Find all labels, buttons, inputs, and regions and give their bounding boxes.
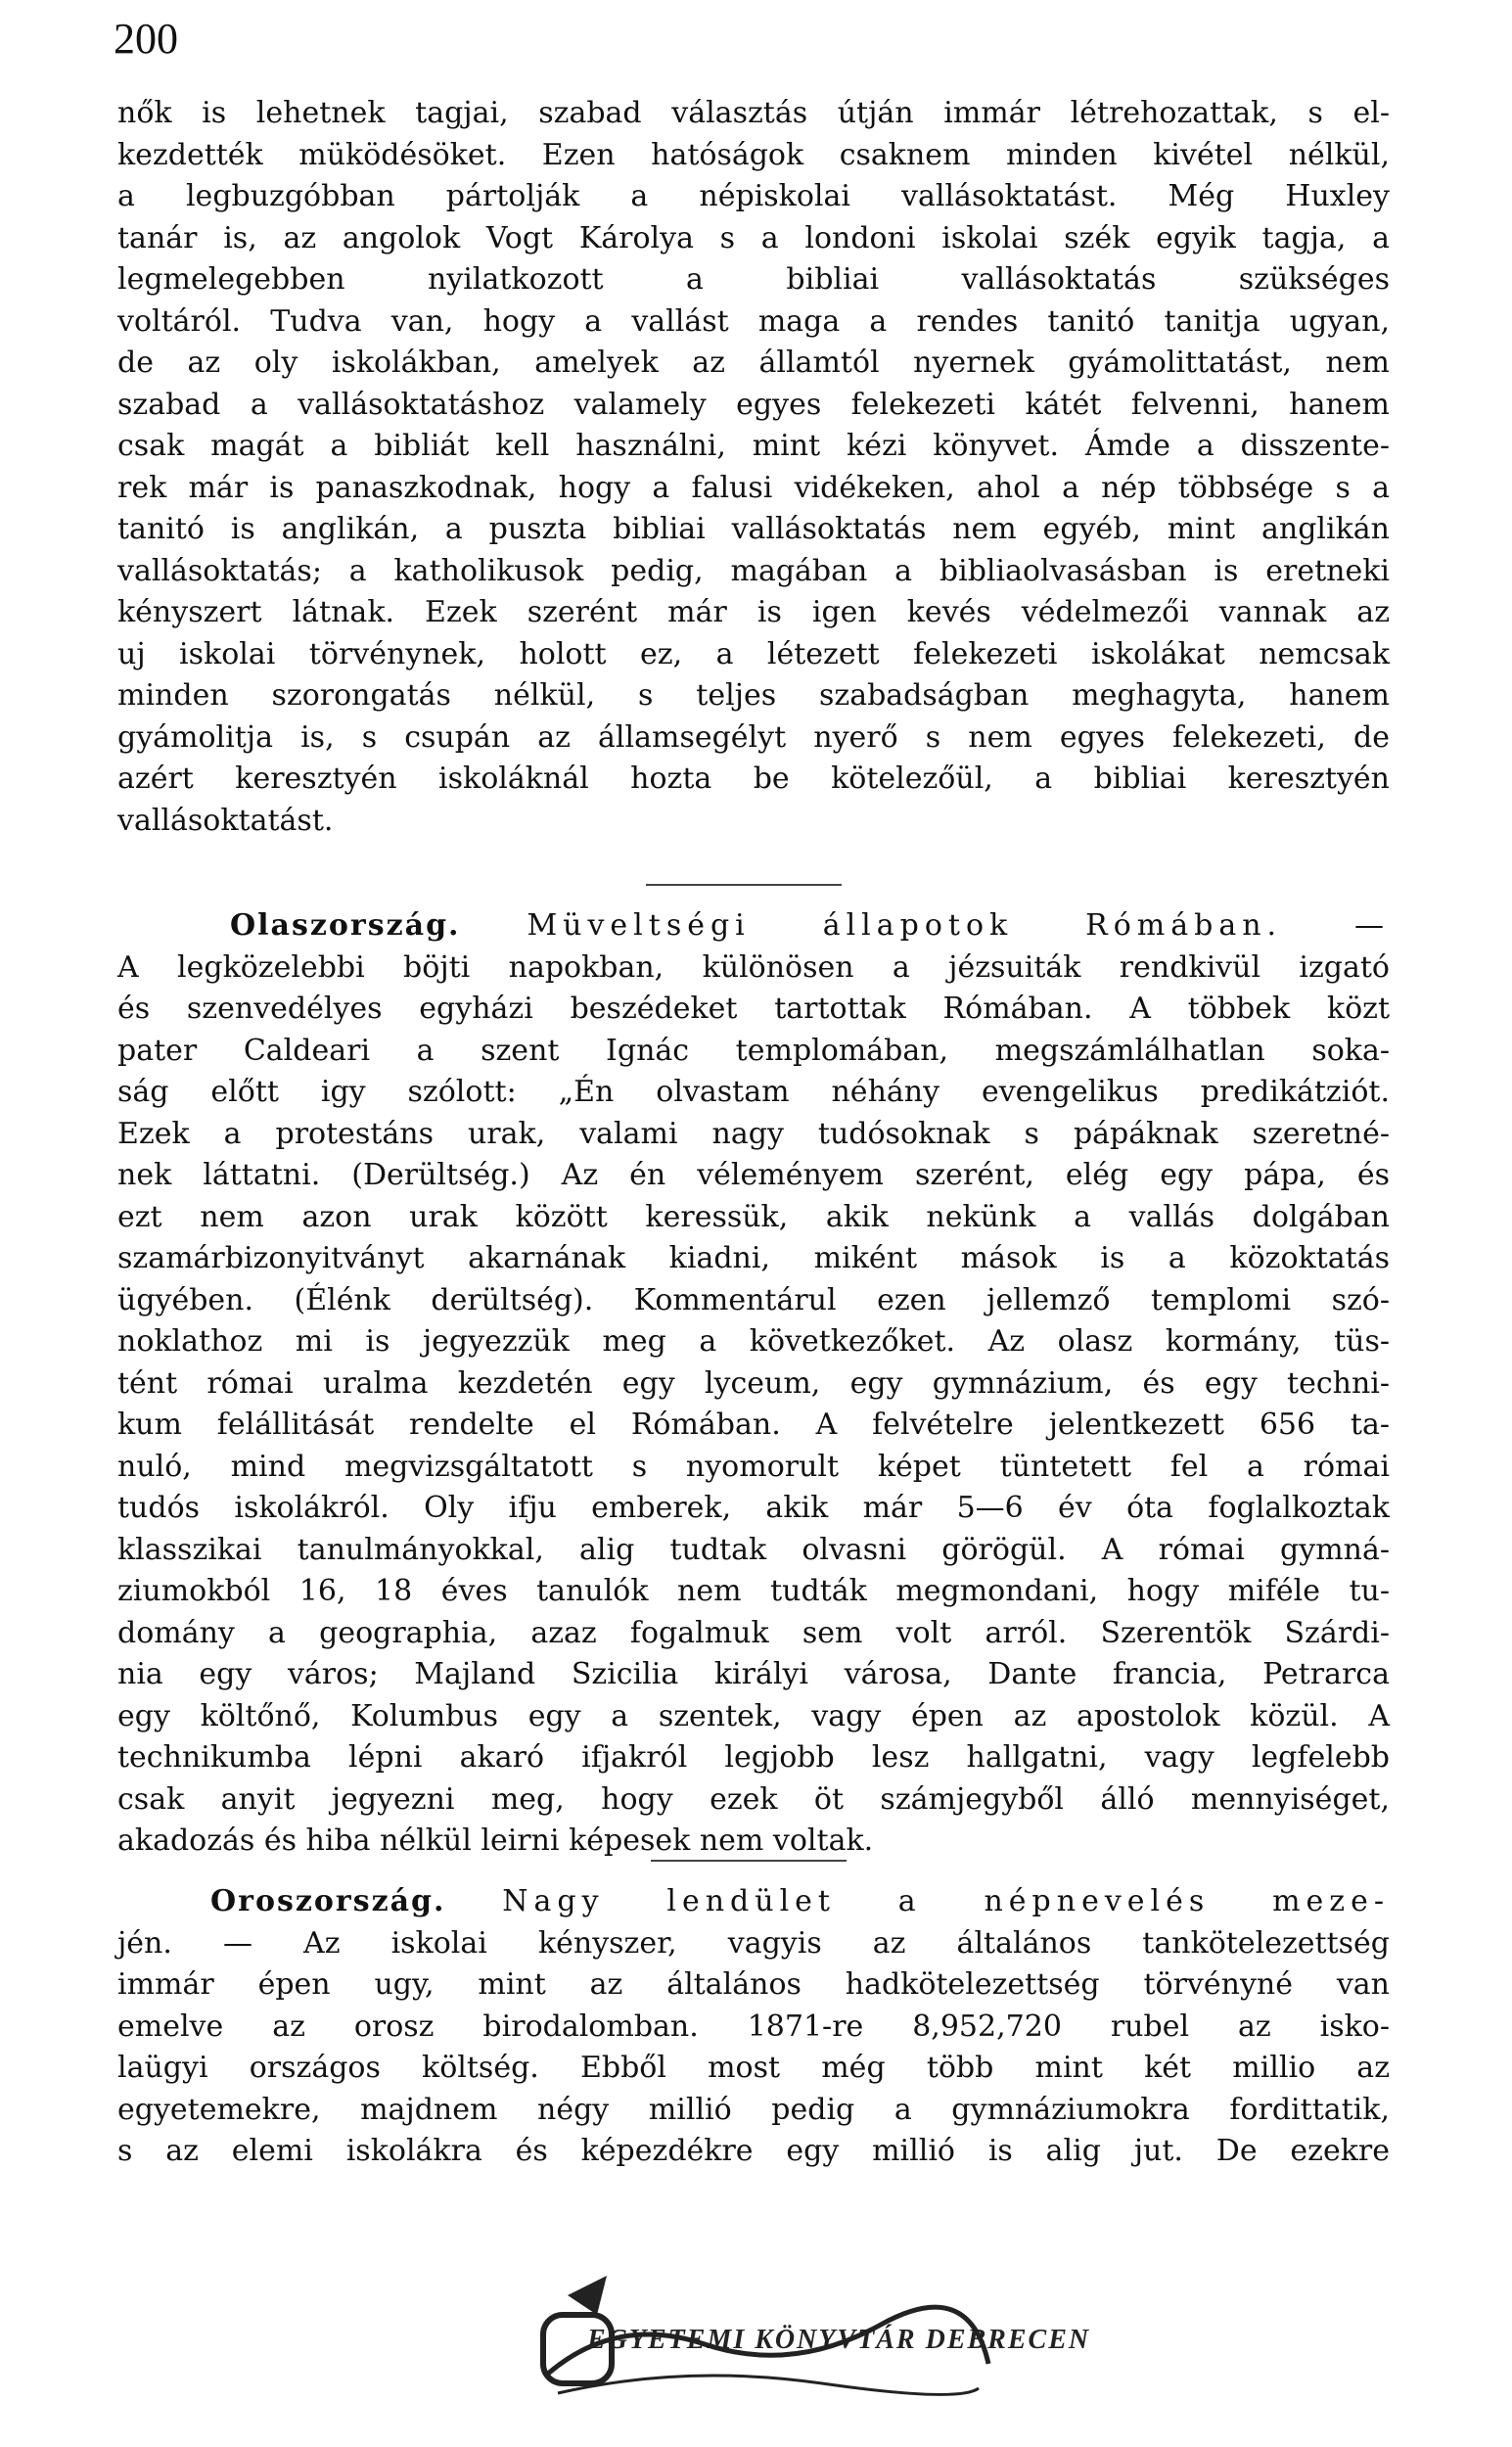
- section-heading: Olaszország.: [230, 908, 461, 943]
- text-line: csak anyit jegyezni meg, hogy ezek öt számjegyből álló mennyiséget,: [117, 1781, 1390, 1817]
- text-line: tanitó is anglikán, a puszta bibliai vallásoktatás nem egyéb, mint anglikán: [117, 512, 1390, 546]
- text-line: uj iskolai törvénynek, holott ez, a létezett felekezeti iskolákat nemcsak: [117, 636, 1390, 671]
- text-line: ziumokból 16, 18 éves tanulók nem tudták megmondani, hogy miféle tu-: [117, 1574, 1390, 1608]
- text-line: s az elemi iskolákra és képezdékre egy millió is alig jut. De ezekre: [117, 2134, 1390, 2168]
- text-line: voltáról. Tudva van, hogy a vallást maga a rendes tanitó tanitja ugyan,: [117, 303, 1390, 339]
- text-line: klasszikai tanulmányokkal, alig tudtak olvasni görögül. A római gymná-: [117, 1532, 1390, 1567]
- text-line: vallásoktatást.: [117, 803, 334, 838]
- section-title: Müveltségi állapotok Rómában. —: [527, 908, 1390, 943]
- text-line: nuló, mind megvizsgáltatott s nyomorult képet tüntetett fel a római: [117, 1449, 1390, 1484]
- text-line: azért keresztyén iskoláknál hozta be kötelezőül, a bibliai keresztyén: [117, 762, 1390, 796]
- text-line: tanár is, az angolok Vogt Károlya s a londoni iskolai szék egyik tagja, a: [117, 220, 1390, 255]
- text-line: immár épen ugy, mint az általános hadkötelezettség törvényné van: [117, 1967, 1390, 2002]
- text-line: szabad a vallásoktatáshoz valamely egyes felekezeti kátét felvenni, hanem: [117, 387, 1390, 422]
- section-divider: [646, 884, 842, 886]
- text-line: noklathoz mi is jegyezzük meg a következőket. Az olasz kormány, tüs-: [117, 1324, 1390, 1359]
- text-line: és szenvedélyes egyházi beszédeket tartottak Rómában. A többek közt: [117, 992, 1390, 1026]
- text-line: de az oly iskolákban, amelyek az államtól nyernek gyámolittatást, nem: [117, 346, 1390, 380]
- text-line: egy költőnő, Kolumbus egy a szentek, vagy épen az apostolok közül. A: [117, 1698, 1390, 1733]
- text-line: akadozás és hiba nélkül leirni képesek nem voltak.: [117, 1824, 874, 1858]
- text-line: csak magát a bibliát kell használni, mint kézi könyvet. Ámde a disszente-: [117, 429, 1390, 463]
- text-line: legmelegebben nyilatkozott a bibliai vallásoktatás szükséges: [117, 262, 1390, 297]
- text-line: laügyi országos költség. Ebből most még több mint két millio az: [117, 2051, 1390, 2085]
- section-italy: [117, 905, 1390, 1863]
- text-line: egyetemekre, majdnem négy millió pedig a gymnáziumokra fordittatik,: [117, 2092, 1390, 2127]
- text-line: ság előtt igy szólott: „Én olvastam néhány evengelikus predikátziót.: [117, 1075, 1390, 1109]
- text-line: domány a geographia, azaz fogalmuk sem volt arról. Szerentök Szárdi-: [117, 1615, 1390, 1650]
- paragraph-huxley: [117, 93, 1390, 842]
- section-heading-line: [117, 1881, 1390, 1923]
- text-line: nek láttatni. (Derültség.) Az én véleményem szerént, elég egy pápa, és: [117, 1158, 1390, 1192]
- text-line: tudós iskolákról. Oly ifju emberek, akik már 5—6 év óta foglalkoztak: [117, 1491, 1390, 1525]
- text-line: minden szorongatás nélkül, s teljes szabadságban meghagyta, hanem: [117, 678, 1390, 713]
- text-line: rek már is panaszkodnak, hogy a falusi vidékeken, ahol a nép többsége s a: [117, 470, 1390, 505]
- text-line: a legbuzgóbban pártolják a népiskolai vallásoktatást. Még Huxley: [117, 179, 1390, 213]
- text-line: kezdették müködésöket. Ezen hatóságok csaknem minden kivétel nélkül,: [117, 137, 1390, 172]
- text-line: emelve az orosz birodalomban. 1871-re 8,952,720 rubel az isko-: [117, 2008, 1390, 2044]
- page-number: 200: [114, 15, 178, 63]
- text-line: Ezek a protestáns urak, valami nagy tudósoknak s pápáknak szeretné-: [117, 1116, 1390, 1151]
- section-heading-line: [117, 905, 1390, 947]
- section-heading: Oroszország.: [210, 1884, 446, 1918]
- text-line: ügyében. (Élénk derültség). Kommentárul ezen jellemző templomi szó-: [117, 1282, 1390, 1317]
- text-line: technikumba lépni akaró ifjakról legjobb lesz hallgatni, vagy legfelebb: [117, 1740, 1390, 1775]
- text-line: nia egy város; Majland Szicilia királyi városa, Dante francia, Petrarca: [117, 1657, 1390, 1691]
- text-line: pater Caldeari a szent Ignác templomában, megszámlálhatlan soka-: [117, 1033, 1390, 1068]
- text-line: A legközelebbi böjti napokban, különösen a jézsuiták rendkivül izgató: [117, 949, 1390, 985]
- section-title: Nagy lendület a népnevelés meze-: [502, 1884, 1390, 1918]
- stamp-label: EGYETEMI KÖNYVTÁR DEBRECEN: [587, 2325, 1091, 2355]
- section-divider: [651, 1860, 847, 1862]
- text-line: vallásoktatás; a katholikusok pedig, magában a bibliaolvasásban is eretneki: [117, 553, 1390, 588]
- section-russia: [117, 1881, 1390, 2173]
- text-line: kum felállitását rendelte el Rómában. A felvételre jelentkezett 656 ta-: [117, 1408, 1390, 1442]
- text-line: nők is lehetnek tagjai, szabad választás útján immár létrehozattak, s el-: [117, 96, 1390, 130]
- text-line: tént római uralma kezdetén egy lyceum, egy gymnázium, és egy techni-: [117, 1365, 1390, 1401]
- text-line: szamárbizonyitványt akarnának kiadni, miként mások is a közoktatás: [117, 1241, 1390, 1275]
- text-line: kényszert látnak. Ezek szerént már is igen kevés védelmezői vannak az: [117, 595, 1390, 629]
- text-line: ezt nem azon urak között keressük, akik nekünk a vallás dolgában: [117, 1199, 1390, 1234]
- text-line: gyámolitja is, s csupán az államsegélyt nyerő s nem egyes felekezeti, de: [117, 719, 1390, 755]
- text-line: jén. — Az iskolai kényszer, vagyis az általános tankötelezettség: [117, 1925, 1390, 1961]
